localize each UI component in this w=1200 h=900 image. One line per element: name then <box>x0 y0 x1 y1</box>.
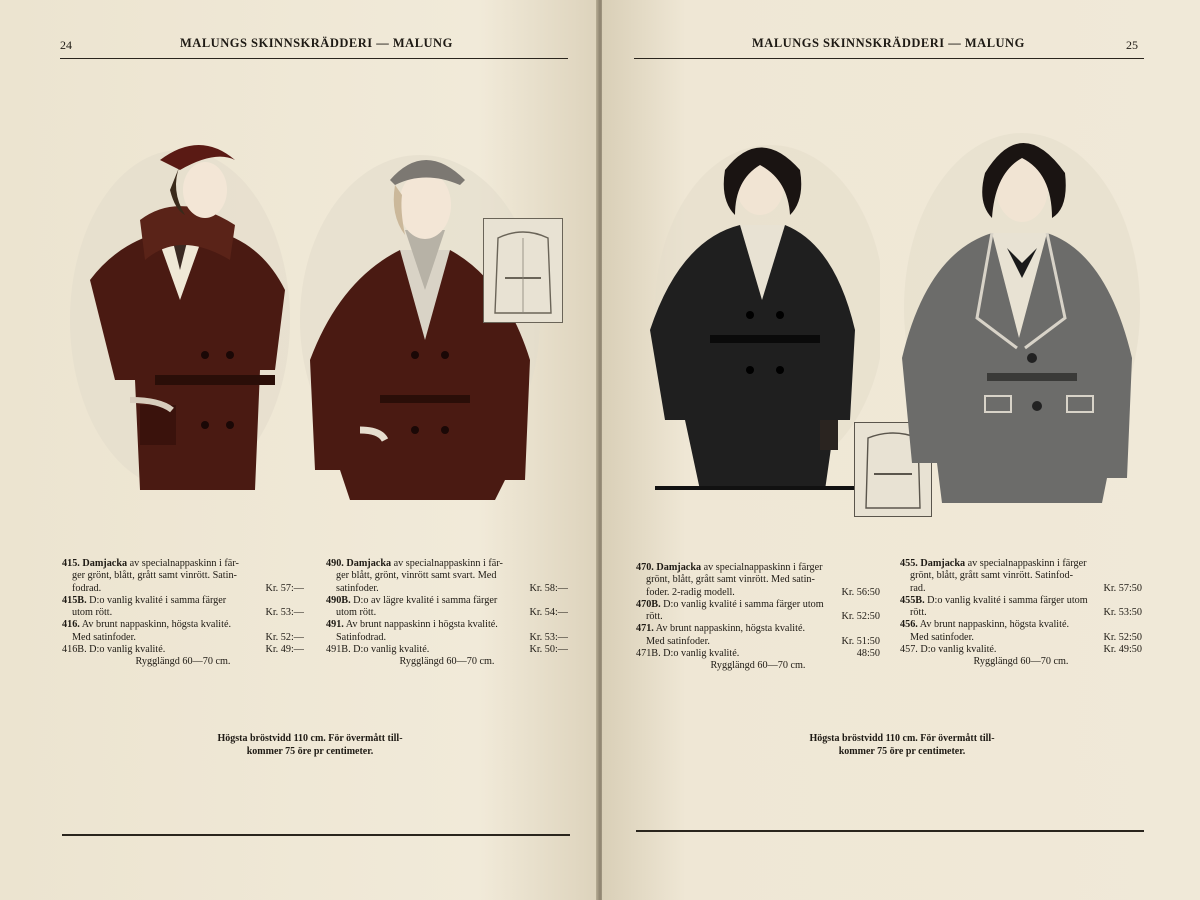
item-number: 490B. <box>326 594 351 606</box>
price: Kr. 49:50 <box>1103 644 1142 656</box>
illustration-jacket-455 <box>897 118 1142 513</box>
running-head-right: MALUNGS SKINNSKRÄDDERI — MALUNG <box>752 36 1025 50</box>
description-line: fodrad. <box>72 582 102 594</box>
item-number: 455. <box>900 558 918 569</box>
page-number-left: 24 <box>60 38 72 52</box>
price: Kr. 53:— <box>529 631 568 643</box>
description-line: ger grönt, blått, grått samt vinrött. Satin- <box>72 570 237 582</box>
description-line: satinfoder. <box>336 582 379 594</box>
note-line: Högsta bröstvidd 110 cm. För övermått till- <box>217 733 403 744</box>
item-description: Av brunt nappaskinn, högsta kvalité. <box>917 619 1070 631</box>
item-number: 416. <box>62 619 80 631</box>
left-page <box>0 0 598 900</box>
header-rule-left <box>60 58 568 59</box>
item-description: av specialnappaskinn i färger <box>701 562 823 573</box>
size-note-right <box>752 732 1052 758</box>
item-description: D:o av lägre kvalité i samma färger <box>350 594 498 606</box>
price: Kr. 54:— <box>529 607 568 619</box>
item-number: 470. <box>636 562 654 573</box>
back-length: Rygglängd 60—70 cm. <box>973 656 1069 668</box>
item-number: 456. <box>900 619 918 631</box>
price: Kr. 49:— <box>265 644 304 656</box>
item-description: D:o vanlig kvalité. <box>660 648 740 660</box>
item-description: D:o vanlig kvalité i samma färger <box>86 594 227 606</box>
item-number: 490. <box>326 558 344 569</box>
item-number: 415B. <box>62 594 87 606</box>
item-description: av specialnappaskinn i fär- <box>127 558 239 569</box>
price: Kr. 50:— <box>529 644 568 656</box>
item-description: Av brunt nappaskinn, högsta kvalité. <box>79 619 232 631</box>
description-line: ger blått, grönt, vinrött samt svart. Med <box>336 570 497 582</box>
description-line: rött. <box>910 607 927 619</box>
item-number: 415. <box>62 558 80 569</box>
page-number-right: 25 <box>1126 38 1138 52</box>
description-line: grönt, blått, grått samt vinrött. Satinfod- <box>910 570 1073 582</box>
item-description: D:o vanlig kvalité. <box>350 644 430 656</box>
product-text-470 <box>636 562 880 673</box>
item-number: 416B. <box>62 644 87 656</box>
price: Kr. 52:50 <box>841 611 880 623</box>
item-number: 470B. <box>636 598 661 610</box>
price: Kr. 52:— <box>265 631 304 643</box>
description-line: Med satinfoder. <box>646 635 710 647</box>
illustration-jacket-415 <box>60 130 300 510</box>
product-text-490 <box>326 558 568 669</box>
item-name: Damjacka <box>346 558 392 569</box>
product-text-415 <box>62 558 304 669</box>
footer-rule-right <box>636 830 1144 832</box>
item-number: 491B. <box>326 644 351 656</box>
price: Kr. 52:50 <box>1103 631 1142 643</box>
item-description: D:o vanlig kvalité. <box>86 644 166 656</box>
illustration-jacket-490 <box>290 140 550 520</box>
item-number: 471B. <box>636 648 661 660</box>
size-note-left <box>160 732 460 758</box>
price: Kr. 53:— <box>265 607 304 619</box>
item-description: Av brunt nappaskinn, högsta kvalité. <box>653 623 806 635</box>
inset-back-view-490 <box>483 218 563 323</box>
price: Kr. 51:50 <box>841 635 880 647</box>
note-line: Högsta bröstvidd 110 cm. För övermått till- <box>809 733 995 744</box>
item-name: Damjacka <box>82 558 128 569</box>
description-line: Med satinfoder. <box>910 631 974 643</box>
price: Kr. 53:50 <box>1103 607 1142 619</box>
price: Kr. 57:50 <box>1103 582 1142 594</box>
description-line: utom rött. <box>336 607 377 619</box>
item-description: D:o vanlig kvalité i samma färger utom <box>924 594 1088 606</box>
item-description: Av brunt nappaskinn i högsta kvalité. <box>343 619 498 631</box>
illustration-jacket-470 <box>640 130 880 500</box>
description-line: Satinfodrad. <box>336 631 387 643</box>
item-name: Damjacka <box>656 562 702 573</box>
description-line: foder. 2-radig modell. <box>646 586 735 598</box>
item-description: D:o vanlig kvalité. <box>917 644 997 656</box>
back-length: Rygglängd 60—70 cm. <box>135 656 231 668</box>
footer-rule-left <box>62 834 570 836</box>
note-line: kommer 75 öre pr centimeter. <box>246 746 374 757</box>
item-name: Damjacka <box>920 558 966 569</box>
item-number: 457. <box>900 644 918 656</box>
note-line: kommer 75 öre pr centimeter. <box>838 746 966 757</box>
right-page <box>602 0 1200 900</box>
running-head-left: MALUNGS SKINNSKRÄDDERI — MALUNG <box>180 36 453 50</box>
header-rule-right <box>634 58 1144 59</box>
item-number: 491. <box>326 619 344 631</box>
price: 48:50 <box>856 648 880 660</box>
back-length: Rygglängd 60—70 cm. <box>710 660 806 672</box>
description-line: grönt, blått, grått samt vinrött. Med satin- <box>646 574 815 586</box>
item-number: 455B. <box>900 594 925 606</box>
description-line: rött. <box>646 611 663 623</box>
price: Kr. 56:50 <box>841 586 880 598</box>
item-description: av specialnappaskinn i fär- <box>391 558 503 569</box>
price: Kr. 57:— <box>265 582 304 594</box>
item-number: 471. <box>636 623 654 635</box>
back-length: Rygglängd 60—70 cm. <box>399 656 495 668</box>
price: Kr. 58:— <box>529 582 568 594</box>
description-line: Med satinfoder. <box>72 631 136 643</box>
item-description: av specialnappaskinn i färger <box>965 558 1087 569</box>
description-line: utom rött. <box>72 607 113 619</box>
item-description: D:o vanlig kvalité i samma färger utom <box>660 598 824 610</box>
description-line: rad. <box>910 582 926 594</box>
product-text-455 <box>900 558 1142 669</box>
